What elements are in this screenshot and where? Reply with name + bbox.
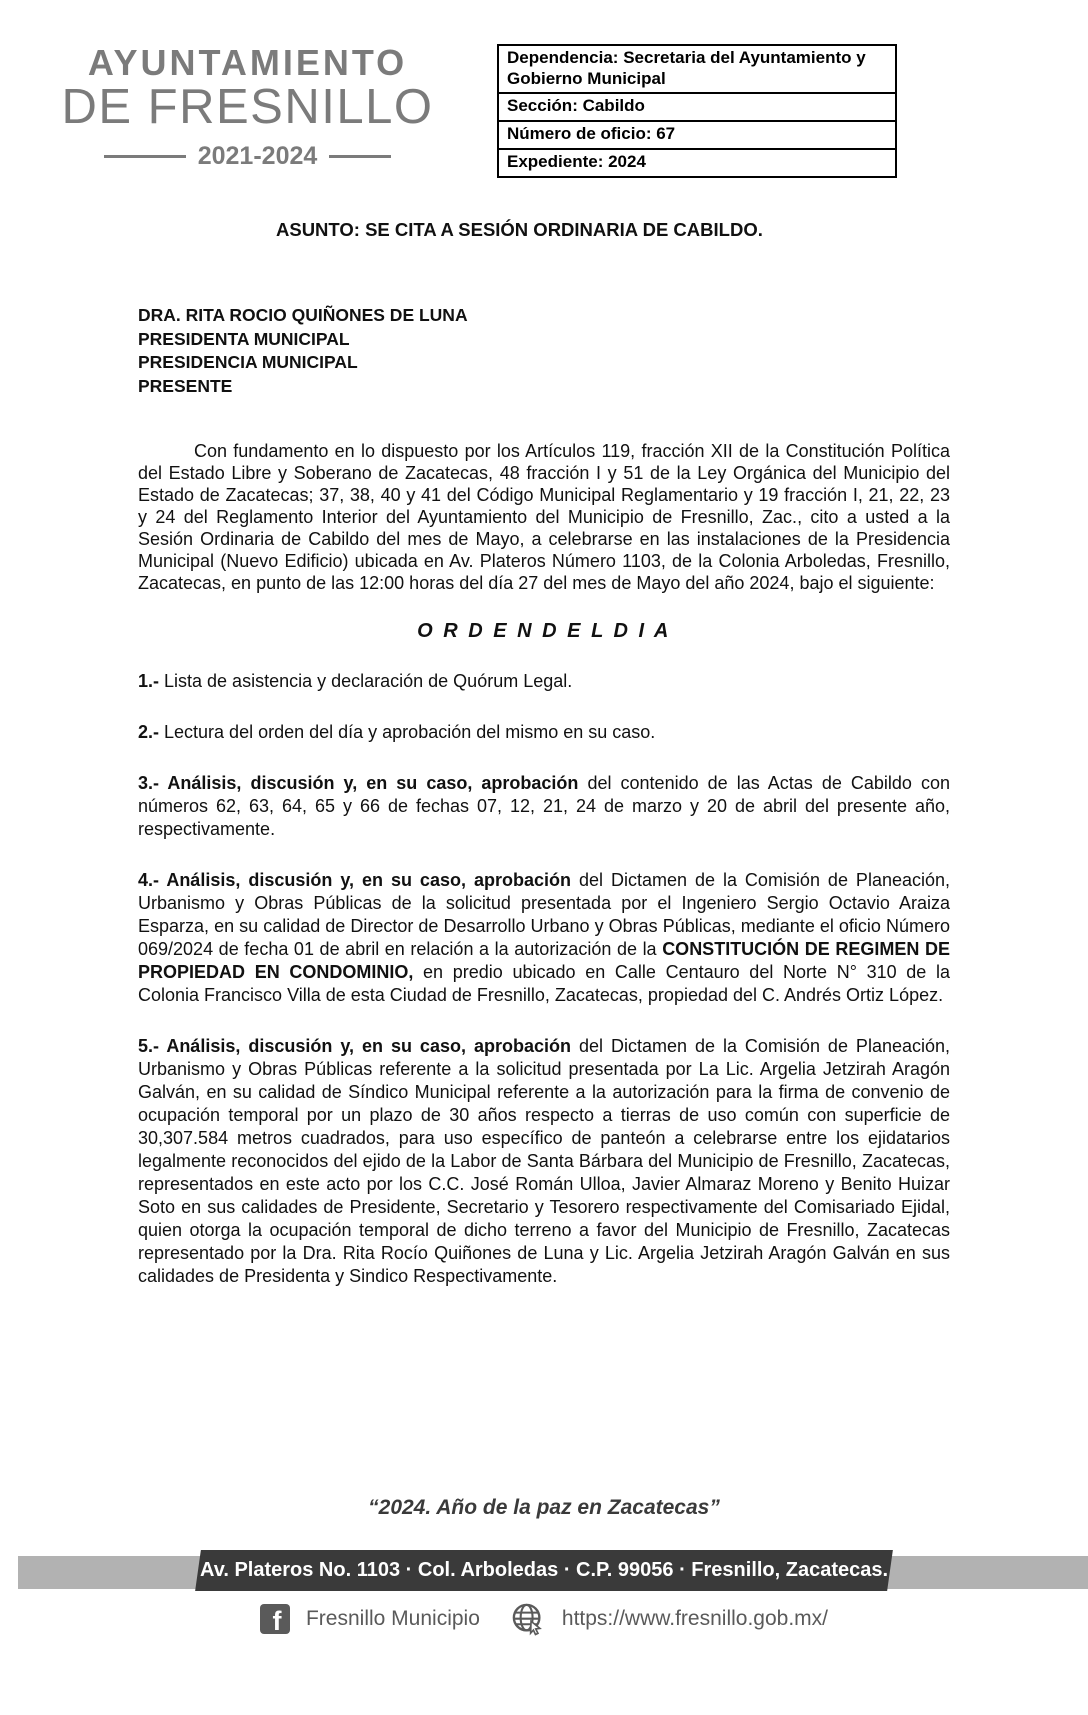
rule-left [104,155,186,158]
logo-title: AYUNTAMIENTO [87,42,408,83]
municipal-logo [55,44,440,171]
office-info-box [497,44,897,178]
info-row-expediente: Expediente: 2024 [507,151,646,171]
order-item: 3.- Análisis, discusión y, en su caso, aprobación del contenido de las Actas de Cabildo con números 62, 63, 64, 65 y 66 de fechas 07, 12, 21, 24 de marzo y 20 de abril del presente año, respectivamente. [138,773,950,839]
subject-line: ASUNTO: SE CITA A SESIÓN ORDINARIA DE CABILDO. [276,219,763,240]
addressee-title: PRESIDENTA MUNICIPAL [138,328,350,349]
intro-paragraph: Con fundamento en lo dispuesto por los Artículos 119, fracción XII de la Constitución Política del Estado Libre y Soberano de Zacatecas, 48 fracción I y 51 de la Ley Orgánica del Municipio del Estado de Zacatecas; 37, 38, 40 y 41 del Código Municipal Reglamentario y 19 fracción I, 21, 22, 23 y 24 del Reglamento Interior del Ayuntamiento del Municipio de Fresnillo, Zac., cito a usted a la Sesión Ordinaria de Cabildo del mes de Mayo, a celebrarse en las instalaciones de la Presidencia Municipal (Nuevo Edificio) ubicada en Av. Plateros Número 1103, de la Colonia Arboledas, Fresnillo, Zacatecas, en punto de las 12:00 horas del día 27 del mes de Mayo del año 2024, bajo el siguiente: [138,441,950,593]
addressee-office: PRESIDENCIA MUNICIPAL [138,352,358,372]
addressee-present: PRESENTE [138,375,233,396]
addressee-name: DRA. RITA ROCIO QUIÑONES DE LUNA [138,305,468,325]
rule-right [329,155,391,158]
facebook-label: Fresnillo Municipio [305,1607,480,1630]
order-item: 1.- Lista de asistencia y declaración de Quórum Legal. [138,671,573,691]
info-row-dependencia: Dependencia: Secretaria del Ayuntamiento y Gobierno Municipal [499,46,895,94]
addressee-block [138,304,468,398]
logo-years-label: 2021-2024 [197,141,318,170]
facebook-icon [260,1604,290,1634]
order-item: 4.- Análisis, discusión y, en su caso, aprobación del Dictamen de la Comisión de Planeación, Urbanismo y Obras Públicas de la solicitud presentada por el Ingeniero Sergio Octavio Araiza Esparza, en su calidad de Director de Desarrollo Urbano y Obras Públicas, mediante el oficio Número 069/2024 de fecha 01 de abril en relación a la autorización de la CONSTITUCIÓN DE REGIMEN DE PROPIEDAD EN CONDOMINIO, en predio ubicado en Calle Centauro del Norte N° 310 de la Colonia Francisco Villa de esta Ciudad de Fresnillo, Zacatecas, propiedad del C. Andrés Ortiz López. [138,870,951,1005]
logo-years [55,142,440,171]
order-item: 2.- Lectura del orden del día y aprobación del mismo en su caso. [138,722,656,742]
footer-address-text: Av. Plateros No. 1103 · Col. Arboledas · C.P. 99056 · Fresnillo, Zacatecas. [199,1559,889,1581]
globe-icon [510,1601,546,1637]
info-row-seccion: Sección: Cabildo [499,94,895,122]
website-url: https://www.fresnillo.gob.mx/ [561,1607,828,1630]
order-item: 5.- Análisis, discusión y, en su caso, aprobación del Dictamen de la Comisión de Planeación, Urbanismo y Obras Públicas referente a la solicitud presentada por La Lic. Argelia Jetzirah Aragón Galván, en su calidad de Síndico Municipal referente a la autorización para la firma de convenio de ocupación temporal por un plazo de 30 años respecto a tierras de uso común con superficie de 30,307.584 metros cuadrados, para uso específico de panteón a celebrarse entre los ejidatarios legalmente reconocidos del ejido de la Labor de Santa Bárbara del Municipio de Fresnillo, Zacatecas, representados en este acto por los C.C. José Román Ulloa, Javier Almaraz Moreno y Benito Huizar Soto en sus calidades de Presidente, Secretario y Tesorero respectivamente del Comisariado Ejidal, quien otorga la ocupación temporal de dicho terreno a favor del Municipio de Fresnillo, Zacatecas representado por la Dra. Rita Rocío Quiñones de Luna y Lic. Argelia Jetzirah Aragón Galván en sus calidades de Presidenta y Sindico Respectivamente. [138,1036,951,1286]
logo-subtitle: DE FRESNILLO [61,79,434,134]
order-of-day-heading: O R D E N D E L D I A [417,620,671,642]
footer-address-banner [195,1550,893,1591]
order-items [138,670,950,1288]
year-slogan: “2024. Año de la paz en Zacatecas” [368,1496,720,1519]
info-row-numero-oficio: Número de oficio: 67 [499,122,895,150]
facebook-glyph: f [272,1606,282,1634]
letter-body [138,440,950,1288]
footer-social-row [0,1601,1088,1637]
